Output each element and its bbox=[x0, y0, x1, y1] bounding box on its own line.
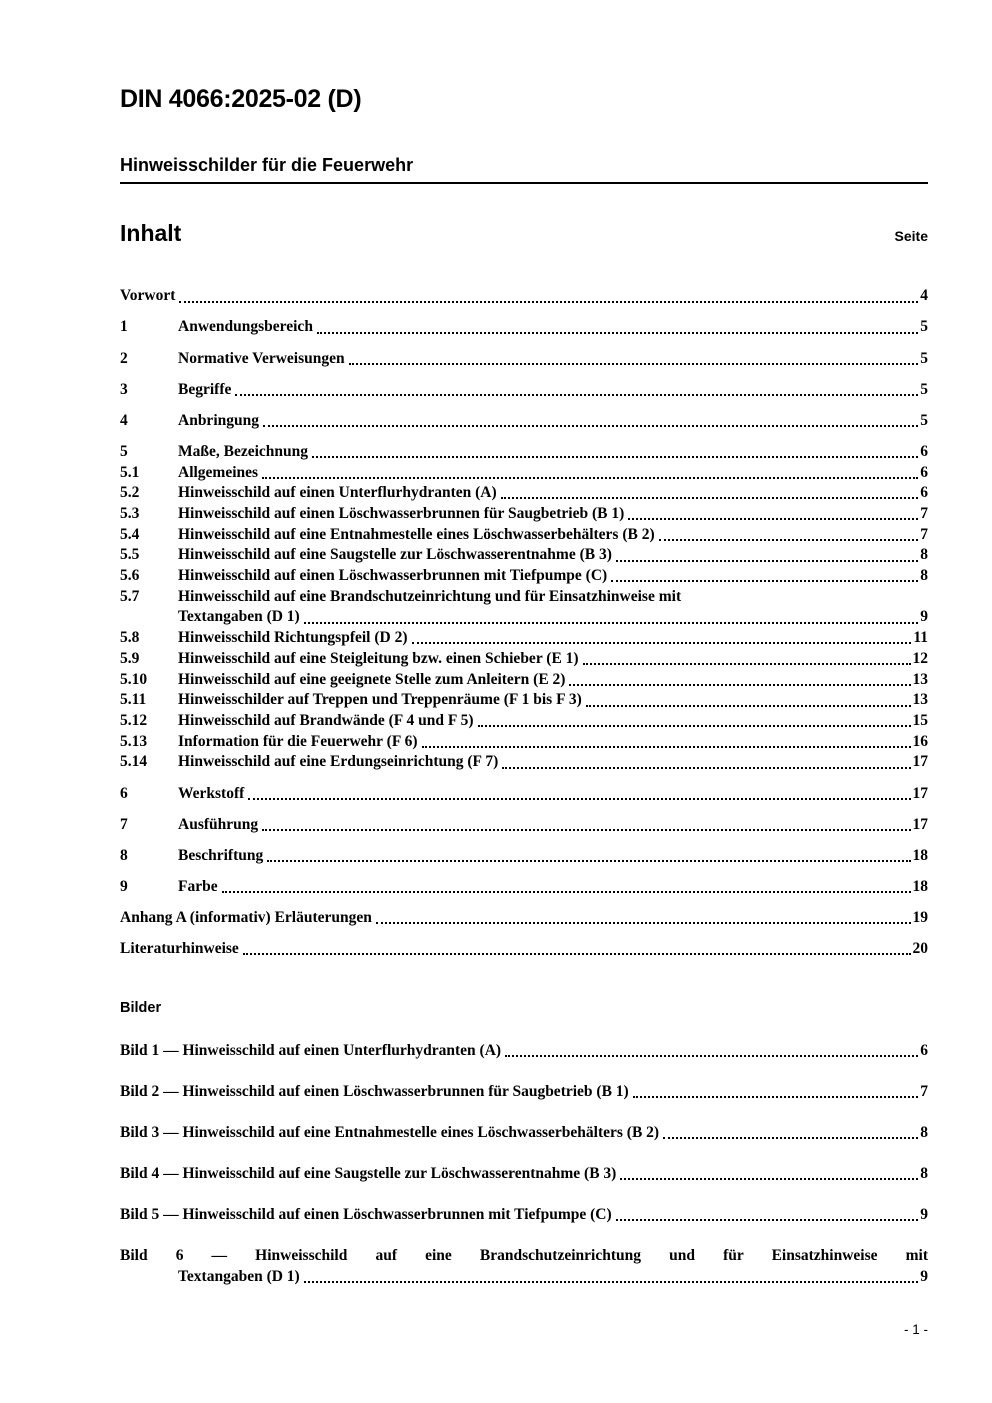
toc-entry-title: Information für die Feuerwehr (F 6) bbox=[178, 732, 418, 750]
toc-entry-title: Textangaben (D 1) bbox=[178, 608, 300, 626]
dot-leader bbox=[569, 684, 910, 686]
dot-leader bbox=[267, 860, 910, 862]
toc-entry-body bbox=[120, 286, 928, 307]
toc-entry-line bbox=[178, 846, 928, 867]
toc-entry-body bbox=[120, 939, 928, 960]
doc-subtitle: Hinweisschilder für die Feuerwehr bbox=[120, 154, 928, 184]
toc-entry bbox=[120, 411, 928, 432]
toc-entry-line bbox=[120, 939, 928, 960]
toc-entry bbox=[120, 711, 928, 732]
toc-entry-page: 17 bbox=[912, 784, 928, 802]
toc-entry bbox=[120, 545, 928, 566]
toc-entry-page: 13 bbox=[912, 691, 928, 709]
toc-entry-number: 4 bbox=[120, 411, 128, 429]
dot-leader bbox=[317, 332, 918, 334]
page-column-label: Seite bbox=[894, 228, 928, 244]
toc-entry bbox=[120, 380, 928, 401]
toc-entry-body bbox=[178, 504, 928, 525]
figures-heading: Bilder bbox=[120, 1000, 162, 1016]
toc-entry-body bbox=[178, 566, 928, 587]
figure-entry-page: 8 bbox=[920, 1165, 928, 1182]
toc-entry-line bbox=[120, 286, 928, 307]
toc-entry-body bbox=[178, 690, 928, 711]
toc-entry bbox=[120, 939, 928, 960]
toc-entry-body bbox=[178, 545, 928, 566]
toc-entry-line bbox=[178, 628, 928, 649]
figure-entry-line bbox=[120, 1040, 928, 1061]
toc-entry-title: Anwendungsbereich bbox=[178, 318, 313, 336]
figure-entry-page: 9 bbox=[920, 1268, 928, 1285]
toc-entry-line bbox=[178, 752, 928, 773]
toc-header-row bbox=[120, 220, 928, 247]
toc-entry-title: Normative Verweisungen bbox=[178, 349, 345, 367]
toc-heading: Inhalt bbox=[120, 220, 182, 246]
toc-entry-title: Hinweisschild Richtungspfeil (D 2) bbox=[178, 629, 408, 647]
toc-entry-number: 6 bbox=[120, 784, 128, 802]
toc-entry-number: 5.14 bbox=[120, 753, 148, 771]
figure-entry-page: 9 bbox=[920, 1206, 928, 1223]
toc-entry bbox=[120, 628, 928, 649]
toc-entry-number: 5.1 bbox=[120, 463, 140, 481]
toc-entry-line bbox=[178, 607, 928, 628]
dot-leader bbox=[628, 518, 918, 520]
toc-entry-title: Werkstoff bbox=[178, 784, 245, 802]
toc-entry-number: 7 bbox=[120, 815, 128, 833]
toc-entry-body bbox=[178, 670, 928, 691]
toc-entry-title: Hinweisschild auf eine Saugstelle zur Löschwasserentnahme (B 3) bbox=[178, 546, 612, 564]
toc-entry-line bbox=[178, 483, 928, 504]
toc-entry-line bbox=[178, 411, 928, 432]
toc-entry-line bbox=[178, 690, 928, 711]
toc-entry-page: 7 bbox=[920, 504, 928, 522]
dot-leader bbox=[586, 705, 911, 707]
toc-entry-title: Farbe bbox=[178, 877, 218, 895]
toc-entry-number: 5.5 bbox=[120, 546, 140, 564]
toc-entry-line bbox=[178, 566, 928, 587]
figure-entry-title: Bild 3 — Hinweisschild auf eine Entnahmestelle eines Löschwasserbehälters (B 2) bbox=[120, 1124, 660, 1141]
toc-entry-title: Allgemeines bbox=[178, 463, 259, 481]
toc-entry-page: 19 bbox=[912, 908, 928, 926]
figure-entry bbox=[120, 1122, 928, 1143]
toc-entry-body bbox=[178, 442, 928, 463]
toc-entry-title: Hinweisschild auf eine Steigleitung bzw. einen Schieber (E 1) bbox=[178, 649, 579, 667]
toc-entry-page: 5 bbox=[920, 318, 928, 336]
toc-entry bbox=[120, 908, 928, 929]
toc-entry bbox=[120, 349, 928, 370]
toc-entry-number: 5.7 bbox=[120, 587, 140, 605]
toc-entry-body bbox=[178, 380, 928, 401]
toc-entry-page: 11 bbox=[913, 629, 928, 647]
dot-leader bbox=[179, 301, 918, 303]
toc-entry bbox=[120, 442, 928, 463]
toc-entry-number: 5 bbox=[120, 442, 128, 460]
toc-entry-title-line1: Hinweisschild auf eine Brandschutzeinrichtung und für Einsatzhinweise mit bbox=[178, 587, 682, 605]
figure-entry bbox=[120, 1163, 928, 1184]
toc-entry-page: 4 bbox=[920, 287, 928, 305]
toc-entry-page: 8 bbox=[920, 546, 928, 564]
toc-entry-page: 18 bbox=[912, 877, 928, 895]
figure-entry-title: Bild 5 — Hinweisschild auf einen Löschwasserbrunnen mit Tiefpumpe (C) bbox=[120, 1206, 612, 1223]
dot-leader bbox=[248, 798, 910, 800]
toc-entry-title: Hinweisschild auf einen Löschwasserbrunnen mit Tiefpumpe (C) bbox=[178, 567, 608, 585]
toc-entry-page: 20 bbox=[912, 939, 928, 957]
toc-entry-title: Hinweisschilder auf Treppen und Treppenräume (F 1 bis F 3) bbox=[178, 691, 582, 709]
toc-entry-page: 5 bbox=[920, 349, 928, 367]
figure-entry-line bbox=[120, 1122, 928, 1143]
toc-entry-title: Maße, Bezeichnung bbox=[178, 442, 309, 460]
toc-entry bbox=[120, 649, 928, 670]
toc-entry-body bbox=[178, 349, 928, 370]
toc-entry-body bbox=[178, 317, 928, 338]
toc-entry-number: 9 bbox=[120, 877, 128, 895]
figure-entry bbox=[120, 1081, 928, 1102]
toc-entry-line bbox=[178, 877, 928, 898]
figure-entry bbox=[120, 1245, 928, 1287]
toc-entry-page: 17 bbox=[912, 815, 928, 833]
toc-entry-page: 17 bbox=[912, 753, 928, 771]
toc-entry-line bbox=[178, 349, 928, 370]
figure-entry-line bbox=[120, 1081, 928, 1102]
toc-entry bbox=[120, 732, 928, 753]
toc-entry-title: Anhang A (informativ) Erläuterungen bbox=[120, 908, 372, 926]
toc-entry-title: Hinweisschild auf einen Unterflurhydranten (A) bbox=[178, 484, 497, 502]
toc-entry-page: 15 bbox=[912, 712, 928, 729]
toc-entry-line bbox=[178, 649, 928, 670]
dot-leader bbox=[583, 663, 911, 665]
toc-entry-line bbox=[178, 784, 928, 805]
figure-entry-line bbox=[120, 1163, 928, 1184]
toc-entry-number: 1 bbox=[120, 318, 128, 336]
toc-entry bbox=[120, 846, 928, 867]
toc-entry-body bbox=[178, 846, 928, 867]
toc-entry-page: 5 bbox=[920, 380, 928, 398]
figure-entry-title: Textangaben (D 1) bbox=[178, 1268, 300, 1285]
toc-entry-body bbox=[178, 815, 928, 836]
toc-entry-page: 8 bbox=[920, 567, 928, 585]
toc-entry-page: 5 bbox=[920, 411, 928, 429]
dot-leader bbox=[304, 1281, 919, 1283]
toc-entry bbox=[120, 587, 928, 628]
dot-leader bbox=[611, 580, 918, 582]
dot-leader bbox=[616, 560, 918, 562]
toc-entry-title: Literaturhinweise bbox=[120, 939, 239, 957]
toc-entry-title: Begriffe bbox=[178, 380, 232, 398]
toc-entry-body bbox=[178, 711, 928, 732]
toc-entry-page: 12 bbox=[912, 649, 928, 667]
toc-entry-body bbox=[178, 463, 928, 484]
dot-leader bbox=[422, 746, 911, 748]
dot-leader bbox=[263, 425, 918, 427]
toc-entry-line bbox=[178, 670, 928, 691]
doc-number-heading: DIN 4066:2025-02 (D) bbox=[120, 85, 362, 113]
toc-entry-page: 6 bbox=[920, 463, 928, 481]
toc-entry-number: 5.13 bbox=[120, 732, 148, 750]
toc-entry-title: Hinweisschild auf Brandwände (F 4 und F 5) bbox=[178, 712, 474, 729]
toc-entry-body bbox=[178, 877, 928, 898]
toc-entry-line bbox=[178, 732, 928, 753]
toc-entry-line bbox=[178, 504, 928, 525]
toc-entry-page: 16 bbox=[912, 732, 928, 750]
figure-entry-title-line1: Bild 6 — Hinweisschild auf eine Brandschutzeinrichtung und für Einsatzhinweise mit bbox=[120, 1247, 928, 1264]
toc-entry bbox=[120, 483, 928, 504]
toc-entry-line bbox=[178, 815, 928, 836]
toc-entry-number: 5.12 bbox=[120, 712, 148, 729]
figure-entry-page: 8 bbox=[920, 1124, 928, 1141]
toc-entry bbox=[120, 317, 928, 338]
toc-entry-body bbox=[178, 784, 928, 805]
toc-entry bbox=[120, 752, 928, 773]
toc-entry-body bbox=[178, 649, 928, 670]
dot-leader bbox=[376, 922, 911, 924]
toc-entry-line bbox=[178, 545, 928, 566]
toc-entry-title: Hinweisschild auf eine Entnahmestelle eines Löschwasserbehälters (B 2) bbox=[178, 525, 655, 543]
toc-entry-body bbox=[178, 587, 928, 628]
dot-leader bbox=[312, 456, 918, 458]
figure-entry-line bbox=[178, 1266, 928, 1287]
toc-entry-number: 5.2 bbox=[120, 484, 140, 502]
toc-entry bbox=[120, 463, 928, 484]
toc-entry-title: Ausführung bbox=[178, 815, 259, 833]
dot-leader bbox=[243, 953, 911, 955]
toc-entry-line bbox=[178, 711, 928, 732]
figure-entry bbox=[120, 1204, 928, 1225]
dot-leader bbox=[663, 1137, 918, 1139]
toc-entry bbox=[120, 815, 928, 836]
toc-entry-title: Anbringung bbox=[178, 411, 259, 429]
toc-entry bbox=[120, 690, 928, 711]
dot-leader bbox=[235, 394, 918, 396]
dot-leader bbox=[262, 829, 910, 831]
toc-entry-title: Vorwort bbox=[120, 287, 176, 305]
toc-list bbox=[120, 276, 928, 960]
figures-list bbox=[120, 1040, 928, 1307]
toc-entry-line bbox=[178, 317, 928, 338]
toc-entry-page: 7 bbox=[920, 525, 928, 543]
figure-entry-page: 7 bbox=[920, 1083, 928, 1100]
toc-entry-number: 5.11 bbox=[120, 691, 147, 709]
toc-entry bbox=[120, 504, 928, 525]
dot-leader bbox=[349, 363, 919, 365]
toc-entry-body bbox=[178, 752, 928, 773]
toc-entry-number: 5.4 bbox=[120, 525, 140, 543]
dot-leader bbox=[222, 891, 911, 893]
dot-leader bbox=[659, 539, 919, 541]
toc-entry-line bbox=[178, 442, 928, 463]
toc-entry bbox=[120, 525, 928, 546]
dot-leader bbox=[304, 622, 919, 624]
figure-entry-page: 6 bbox=[920, 1042, 928, 1059]
dot-leader bbox=[412, 642, 912, 644]
toc-entry-title: Hinweisschild auf eine Erdungseinrichtung (F 7) bbox=[178, 753, 499, 771]
toc-entry-body bbox=[178, 411, 928, 432]
toc-entry-body bbox=[178, 483, 928, 504]
toc-entry-body bbox=[178, 732, 928, 753]
figure-entry-title: Bild 1 — Hinweisschild auf einen Unterflurhydranten (A) bbox=[120, 1042, 502, 1059]
dot-leader bbox=[505, 1055, 918, 1057]
toc-entry-number: 5.3 bbox=[120, 504, 140, 522]
page-number-footer: - 1 - bbox=[903, 1322, 928, 1337]
toc-entry-line bbox=[178, 380, 928, 401]
dot-leader bbox=[501, 497, 919, 499]
toc-entry-number: 5.10 bbox=[120, 670, 148, 688]
toc-entry-number: 5.9 bbox=[120, 649, 140, 667]
toc-entry-title: Beschriftung bbox=[178, 846, 264, 864]
dot-leader bbox=[478, 725, 911, 727]
toc-entry-line bbox=[120, 908, 928, 929]
toc-entry bbox=[120, 566, 928, 587]
toc-entry-number: 5.6 bbox=[120, 567, 140, 585]
dot-leader bbox=[502, 767, 910, 769]
figure-entry-line bbox=[120, 1204, 928, 1225]
toc-entry-line bbox=[178, 463, 928, 484]
toc-entry-page: 18 bbox=[912, 846, 928, 864]
toc-entry-body bbox=[178, 628, 928, 649]
dot-leader bbox=[616, 1219, 919, 1221]
toc-entry bbox=[120, 784, 928, 805]
toc-entry-number: 5.8 bbox=[120, 629, 140, 647]
toc-entry-page: 6 bbox=[920, 484, 928, 502]
toc-entry-title: Hinweisschild auf eine geeignete Stelle zum Anleitern (E 2) bbox=[178, 670, 566, 688]
toc-entry bbox=[120, 877, 928, 898]
toc-entry-page: 9 bbox=[920, 608, 928, 626]
dot-leader bbox=[262, 477, 918, 479]
toc-entry-body bbox=[178, 525, 928, 546]
toc-entry-number: 8 bbox=[120, 846, 128, 864]
dot-leader bbox=[633, 1096, 919, 1098]
toc-entry-number: 3 bbox=[120, 380, 128, 398]
toc-entry bbox=[120, 286, 928, 307]
figure-entry-title: Bild 2 — Hinweisschild auf einen Löschwasserbrunnen für Saugbetrieb (B 1) bbox=[120, 1083, 629, 1100]
toc-entry-page: 6 bbox=[920, 442, 928, 460]
dot-leader bbox=[620, 1178, 918, 1180]
toc-entry-line bbox=[178, 525, 928, 546]
figure-entry bbox=[120, 1040, 928, 1061]
toc-entry bbox=[120, 670, 928, 691]
toc-entry-title: Hinweisschild auf einen Löschwasserbrunnen für Saugbetrieb (B 1) bbox=[178, 504, 625, 522]
toc-entry-number: 2 bbox=[120, 349, 128, 367]
toc-entry-body bbox=[120, 908, 928, 929]
figure-entry-title: Bild 4 — Hinweisschild auf eine Saugstelle zur Löschwasserentnahme (B 3) bbox=[120, 1165, 617, 1182]
toc-entry-page: 13 bbox=[912, 670, 928, 688]
